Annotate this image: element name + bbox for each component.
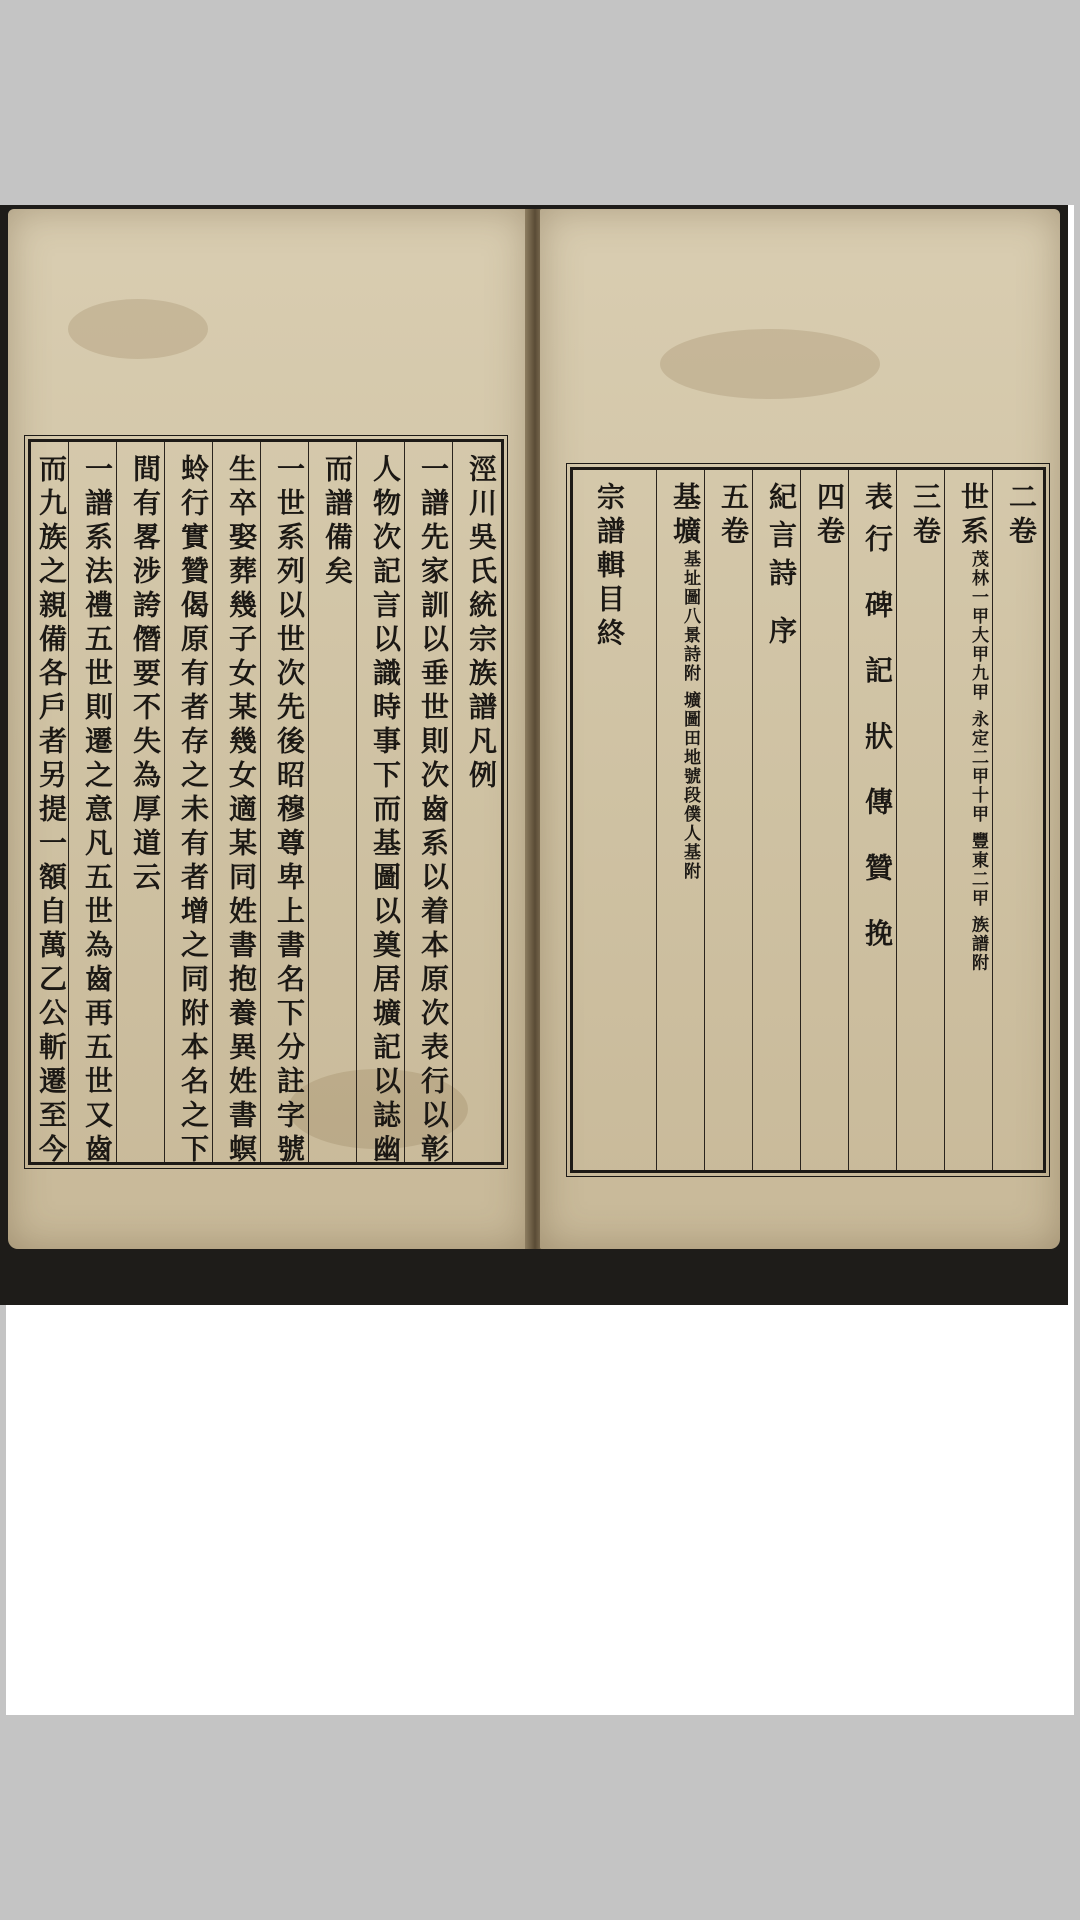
toc-heading-2: 三卷 <box>909 482 942 550</box>
toc-heading-1: 二卷 <box>1005 482 1038 550</box>
toc-entry-1: 世系 <box>957 482 990 550</box>
left-page <box>8 209 528 1249</box>
left-column-3: 而譜備矣 <box>321 454 354 590</box>
left-column-1: 一譜先家訓以垂世則次齒系以着本原次表行以彰 <box>417 454 450 1168</box>
toc-entry-4: 基壙 <box>669 482 702 550</box>
toc-ending: 宗譜輯目終 <box>593 482 626 652</box>
left-column-6: 蛉行實贊偈原有者存之未有者增之同附本名之下 <box>177 454 210 1168</box>
book-scan <box>0 205 1068 1305</box>
right-text-block <box>570 467 1046 1173</box>
right-page <box>540 209 1060 1249</box>
left-title: 涇川吳氏統宗族譜凡例 <box>465 454 498 794</box>
left-column-5: 生卒娶葬幾子女某幾女適某同姓書抱養異姓書螟 <box>225 454 258 1168</box>
toc-heading-3: 四卷 <box>813 482 846 550</box>
left-column-2: 人物次記言以識時事下而基圖以奠居壙記以誌幽 <box>369 454 402 1168</box>
toc-entry-2: 表行 碑 記 狀 傳 贊 挽 <box>861 482 894 961</box>
toc-entry-1-note: 茂林一甲大甲九甲 永定二甲十甲 豐東二甲 族譜附 <box>968 550 988 973</box>
toc-entry-3: 紀言詩 序 <box>765 482 798 654</box>
left-column-7: 間有畧涉誇僭要不失為厚道云 <box>129 454 162 896</box>
left-column-4: 一世系列以世次先後昭穆尊卑上書名下分註字號 <box>273 454 306 1168</box>
left-text-block <box>28 439 504 1168</box>
toc-entry-4-note: 基址圖八景詩附 壙圖田地號段僕人基附 <box>680 550 700 881</box>
left-column-8: 一譜系法禮五世則遷之意凡五世為齒再五世又齒 <box>81 454 114 1168</box>
toc-heading-4: 五卷 <box>717 482 750 550</box>
left-column-9: 而九族之親備各戶者另提一額自萬乙公斬遷至今 <box>35 454 68 1168</box>
